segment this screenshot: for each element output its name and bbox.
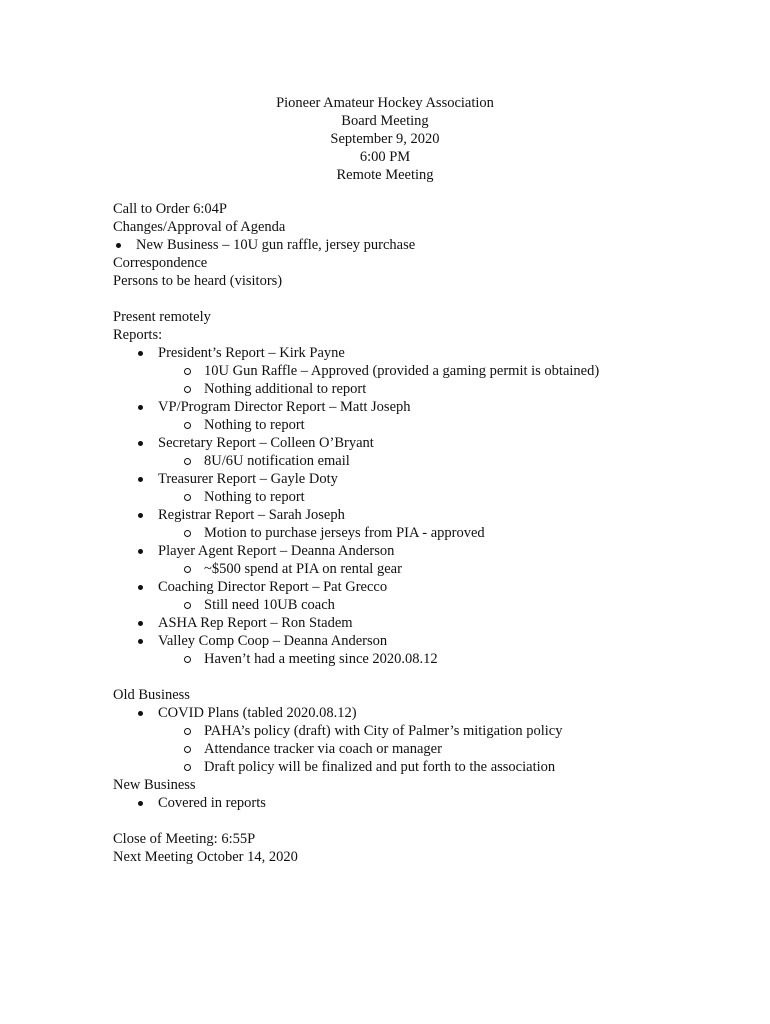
report-note-text: ~$500 spend at PIA on rental gear xyxy=(204,561,402,577)
bullet-icon xyxy=(138,585,143,590)
old-business-note xyxy=(113,758,733,776)
report-note-text: 10U Gun Raffle – Approved (provided a gaming permit is obtained) xyxy=(204,363,600,379)
report-note xyxy=(113,380,733,398)
report-item xyxy=(113,614,733,632)
report-label: Player Agent Report – Deanna Anderson xyxy=(158,543,395,559)
bullet-icon xyxy=(138,801,143,806)
sub-bullet-icon xyxy=(184,530,191,537)
sub-bullet-icon xyxy=(184,764,191,771)
report-label: Coaching Director Report – Pat Grecco xyxy=(158,579,388,595)
meeting-location: Remote Meeting xyxy=(336,167,434,183)
agenda-item-text: New Business – 10U gun raffle, jersey purchase xyxy=(136,237,416,253)
new-business-item xyxy=(113,794,733,812)
sub-bullet-icon xyxy=(184,566,191,573)
old-business-item-text: COVID Plans (tabled 2020.08.12) xyxy=(158,705,357,721)
bullet-icon xyxy=(138,639,143,644)
bullet-icon xyxy=(138,405,143,410)
new-business-heading: New Business xyxy=(113,777,196,793)
old-business-note xyxy=(113,740,733,758)
correspondence-heading: Correspondence xyxy=(113,255,208,271)
report-item xyxy=(113,542,733,560)
old-business-note-text: Draft policy will be finalized and put forth to the association xyxy=(204,759,556,775)
bullet-icon xyxy=(138,513,143,518)
agenda-item xyxy=(113,236,733,254)
sub-bullet-icon xyxy=(184,728,191,735)
sub-bullet-icon xyxy=(184,458,191,465)
bullet-icon xyxy=(138,441,143,446)
report-item xyxy=(113,578,733,596)
sub-bullet-icon xyxy=(184,602,191,609)
org-name: Pioneer Amateur Hockey Association xyxy=(276,95,494,111)
report-note-text: Motion to purchase jerseys from PIA - approved xyxy=(204,525,485,541)
report-item xyxy=(113,506,733,524)
minutes-body xyxy=(113,200,733,866)
bullet-icon xyxy=(138,477,143,482)
meeting-date: September 9, 2020 xyxy=(330,131,440,147)
meeting-time: 6:00 PM xyxy=(359,149,411,165)
old-business-note xyxy=(113,722,733,740)
report-note xyxy=(113,452,733,470)
report-note xyxy=(113,362,733,380)
report-label: VP/Program Director Report – Matt Joseph xyxy=(158,399,411,415)
report-label: Registrar Report – Sarah Joseph xyxy=(158,507,345,523)
report-note-text: Nothing to report xyxy=(204,489,305,505)
report-label: ASHA Rep Report – Ron Stadem xyxy=(158,615,353,631)
report-note xyxy=(113,488,733,506)
report-item xyxy=(113,398,733,416)
report-note xyxy=(113,524,733,542)
report-label: Secretary Report – Colleen O’Bryant xyxy=(158,435,374,451)
report-note xyxy=(113,650,733,668)
bullet-icon xyxy=(116,243,121,248)
bullet-icon xyxy=(138,621,143,626)
new-business-item-text: Covered in reports xyxy=(158,795,266,811)
old-business-note-text: PAHA’s policy (draft) with City of Palmer’s mitigation policy xyxy=(204,723,563,739)
report-note xyxy=(113,416,733,434)
attendance: Present remotely xyxy=(113,309,211,325)
report-note-text: 8U/6U notification email xyxy=(204,453,350,469)
reports-list xyxy=(113,344,733,668)
call-to-order: Call to Order 6:04P xyxy=(113,201,227,217)
report-label: Valley Comp Coop – Deanna Anderson xyxy=(158,633,388,649)
report-note xyxy=(113,560,733,578)
report-note-text: Still need 10UB coach xyxy=(204,597,335,613)
sub-bullet-icon xyxy=(184,656,191,663)
agenda-heading: Changes/Approval of Agenda xyxy=(113,219,286,235)
bullet-icon xyxy=(138,711,143,716)
report-label: Treasurer Report – Gayle Doty xyxy=(158,471,338,487)
report-note-text: Nothing to report xyxy=(204,417,305,433)
bullet-icon xyxy=(138,549,143,554)
old-business-item xyxy=(113,704,733,722)
next-meeting: Next Meeting October 14, 2020 xyxy=(113,849,298,865)
report-note xyxy=(113,596,733,614)
sub-bullet-icon xyxy=(184,494,191,501)
report-note-text: Nothing additional to report xyxy=(204,381,367,397)
document-header xyxy=(0,94,770,184)
old-business-heading: Old Business xyxy=(113,687,190,703)
sub-bullet-icon xyxy=(184,368,191,375)
report-item xyxy=(113,470,733,488)
report-label: President’s Report – Kirk Payne xyxy=(158,345,345,361)
report-note-text: Haven’t had a meeting since 2020.08.12 xyxy=(204,651,438,667)
meeting-type: Board Meeting xyxy=(341,113,429,129)
sub-bullet-icon xyxy=(184,422,191,429)
visitors-heading: Persons to be heard (visitors) xyxy=(113,273,283,289)
sub-bullet-icon xyxy=(184,746,191,753)
report-item xyxy=(113,344,733,362)
sub-bullet-icon xyxy=(184,386,191,393)
old-business-note-text: Attendance tracker via coach or manager xyxy=(204,741,442,757)
close-of-meeting: Close of Meeting: 6:55P xyxy=(113,831,256,847)
reports-heading: Reports: xyxy=(113,327,163,343)
report-item xyxy=(113,632,733,650)
bullet-icon xyxy=(138,351,143,356)
report-item xyxy=(113,434,733,452)
